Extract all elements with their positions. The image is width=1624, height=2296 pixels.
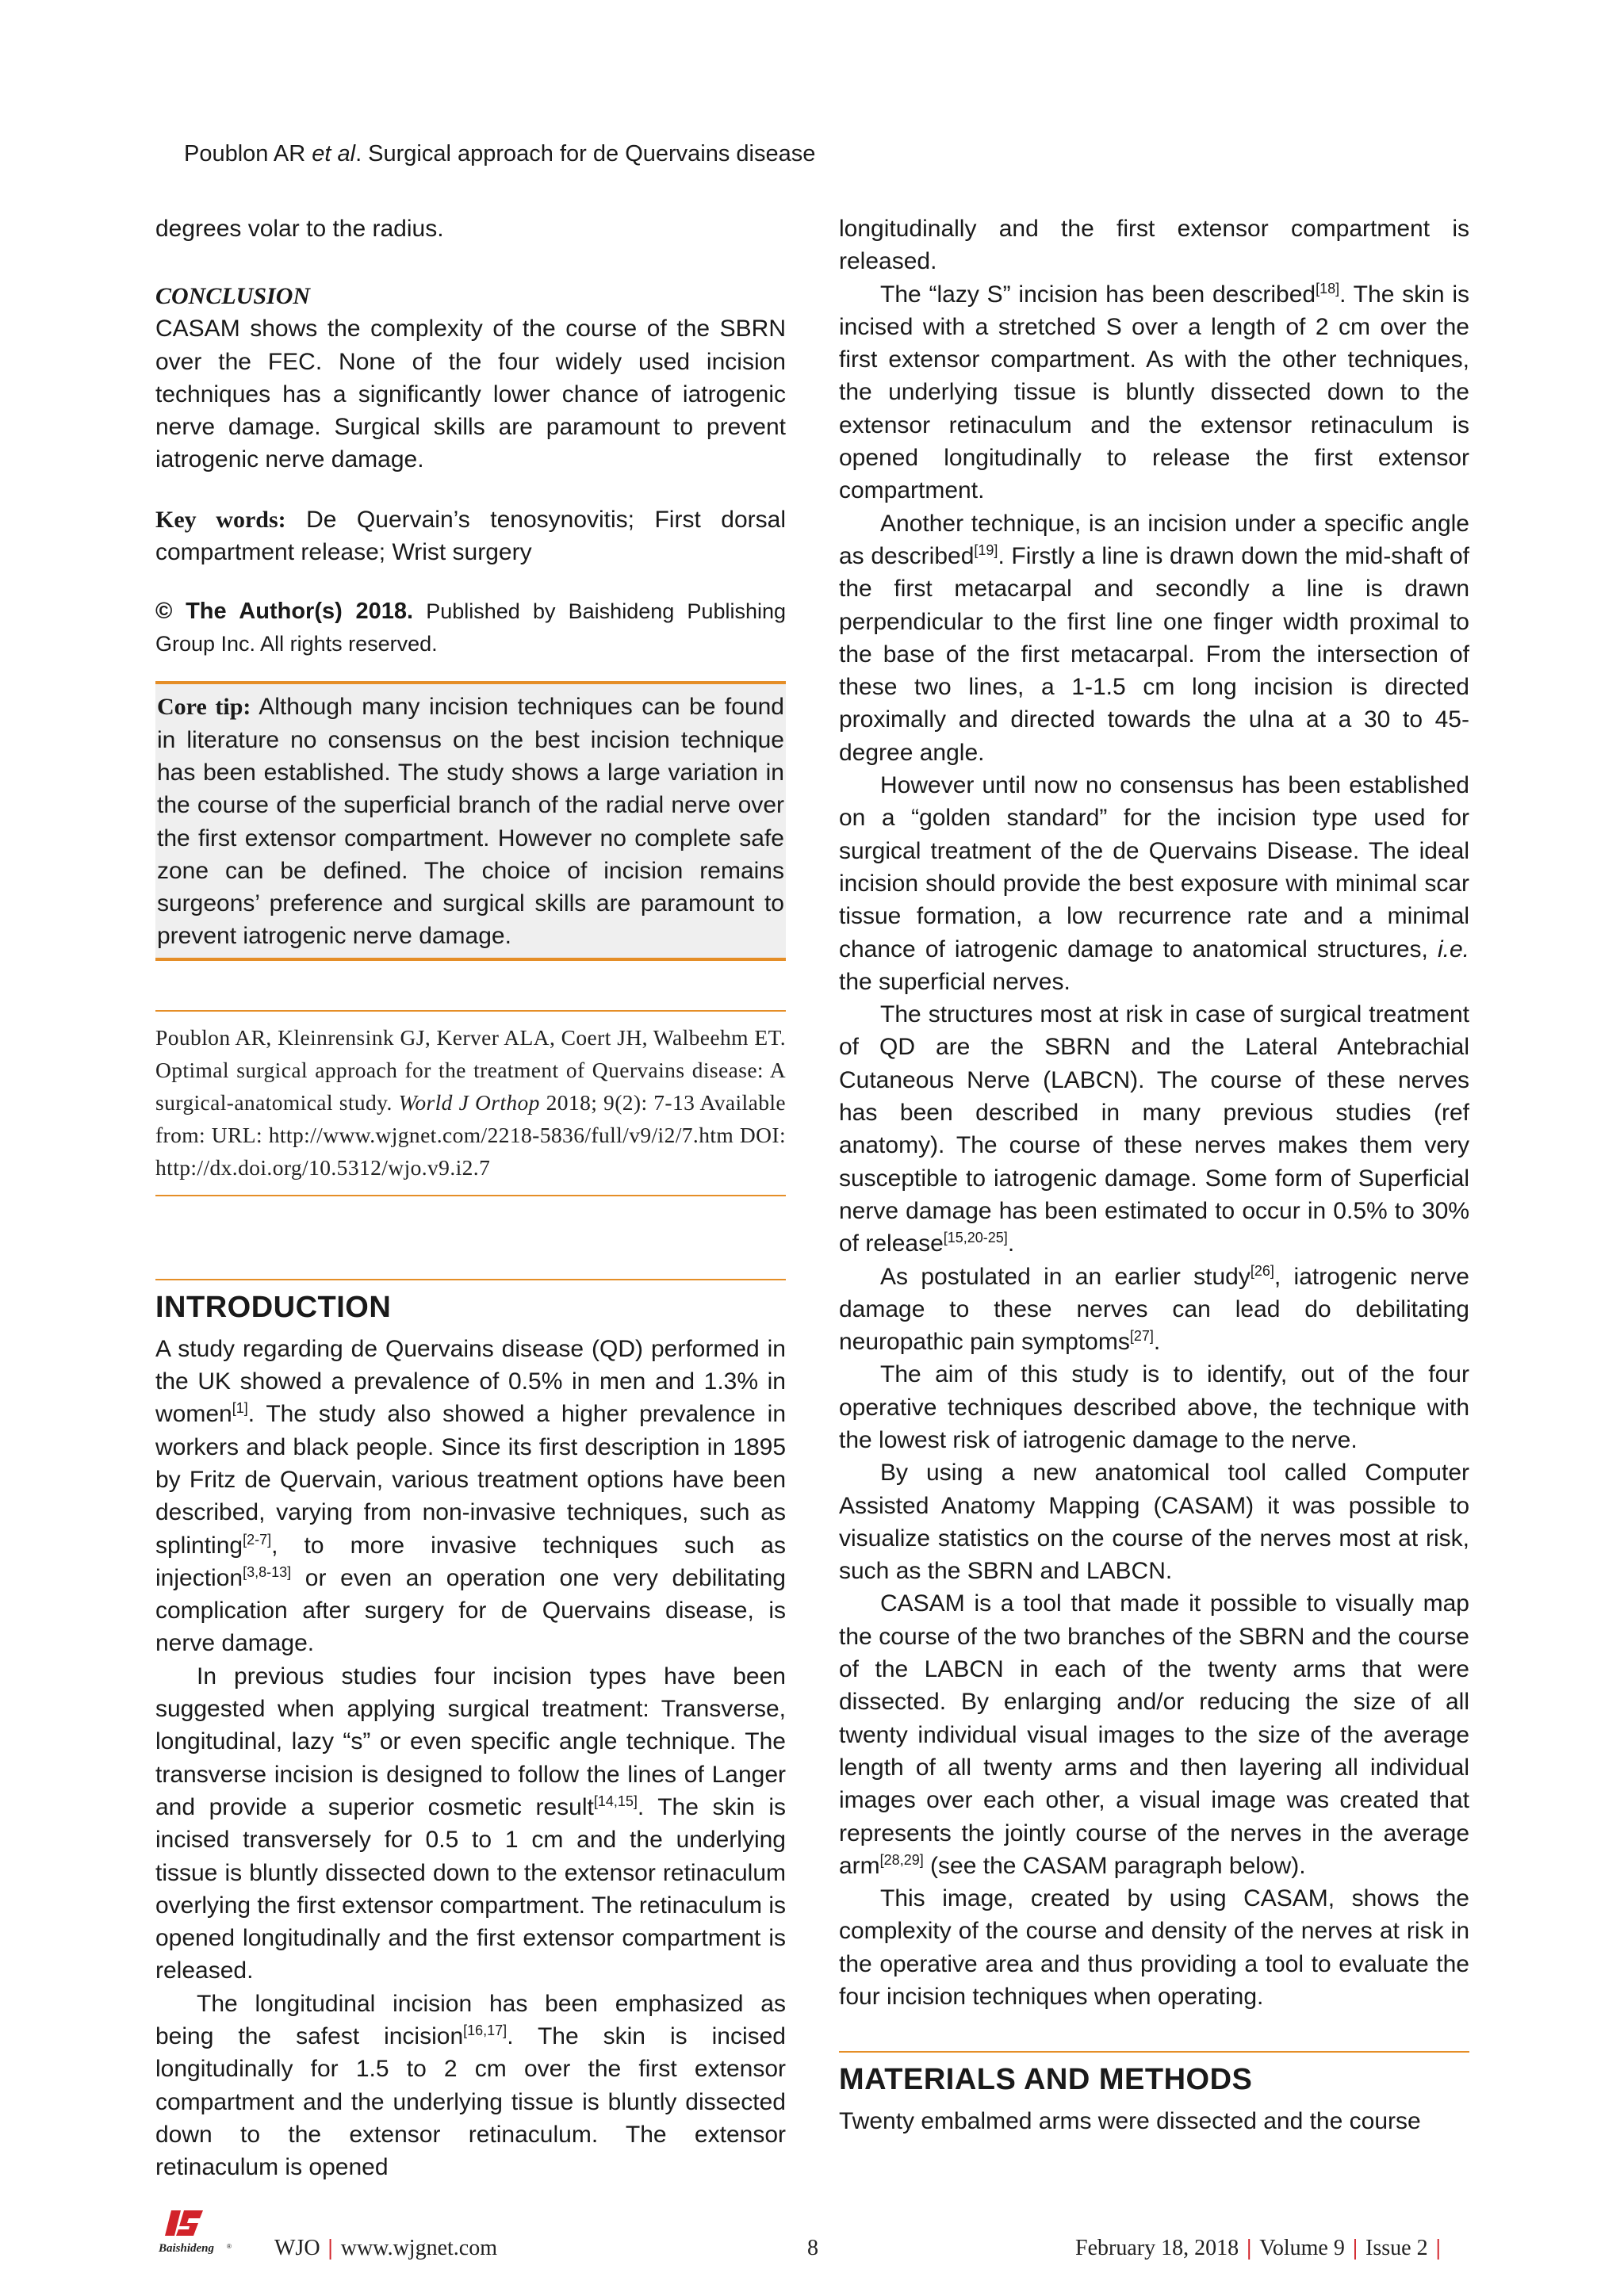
right-paragraph-4: However until now no consensus has been established on a “golden standard” for the incision type used for surgical treatment of the de Quervains Disease. The ideal incision should provide the best exposure with minimal scar tissue formation, a low recurrence rate and a minimal chance of iatrogenic damage to anatomical structures, i.e. the superficial nerves. [839, 772, 1469, 995]
citation-text: Poublon AR, Kleinrensink GJ, Kerver ALA, Coert JH, Walbeehm ET. Optimal surgical approach for the treatment of Quervains disease: A surgical-anatomical study. [155, 1024, 786, 1115]
right-paragraph-1: longitudinally and the first extensor compartment is released. [839, 216, 1469, 275]
reference-link[interactable]: [2-7] [243, 1531, 272, 1548]
copyright-label: © The Author(s) 2018. [155, 599, 414, 625]
copyright [155, 595, 786, 660]
conclusion-text: CASAM shows the complexity of the course of the SBRN over the FEC. None of the four widely used incision techniques has a significantly lower chance of iatrogenic nerve damage. Surgical skills are paramount to prevent iatrogenic nerve damage. [155, 316, 786, 473]
reference-link[interactable]: [27] [1129, 1328, 1154, 1345]
running-head [184, 141, 815, 167]
right-paragraph-7: The aim of this study is to identify, out of the four operative techniques described above, the technique with the lowest risk of iatrogenic damage to the nerve. [839, 1361, 1469, 1453]
footer-url[interactable]: www.wjgnet.com [340, 2236, 497, 2260]
right-column [839, 212, 1469, 2138]
right-paragraph-10: This image, created by using CASAM, shows the complexity of the course and density of the nerves at risk in the operative area and thus providing a tool to evaluate the four incision techniques when operating. [839, 1885, 1469, 2011]
right-paragraph-8: By using a new anatomical tool called Computer Assisted Anatomy Mapping (CASAM) it was possible to visualize statistics on the course of the nerves most at risk, such as the SBRN and LABCN. [839, 1460, 1469, 1585]
reference-link[interactable]: [26] [1250, 1262, 1274, 1279]
keywords-label: Key words: [155, 506, 286, 533]
footer-issue-info: February 18, 2018 | Volume 9 | Issue 2 | [1075, 2236, 1441, 2260]
citation-box [155, 1010, 786, 1196]
citation-url[interactable]: 2018; 9(2): 7-13 Available from: URL: http://www.wjgnet.com/2218-5836/full/v9/i2/7.htm DOI: http://dx.doi.org/10.5312/wjo.v9.i2.7 [155, 1089, 786, 1180]
left-column [155, 212, 786, 2183]
running-head-authors: Poublon AR [184, 141, 312, 166]
methods-paragraph-1: Twenty embalmed arms were dissected and the course [839, 2108, 1421, 2135]
conclusion-heading: CONCLUSION [155, 283, 311, 310]
methods-heading: MATERIALS AND METHODS [839, 2051, 1469, 2100]
right-paragraph-9: CASAM is a tool that made it possible to visually map the course of the two branches of the SBRN and the course of the LABCN in each of the twenty arms that were dissected. By enlarging and/or reducing the size of all twenty individual visual images to the size of the average length of all twenty arms and then layering all individual images over each other, a visual image was created that represents the jointly course of the nerves in the average arm[28,29] (see the CASAM paragraph below). [839, 1590, 1469, 1879]
core-tip [157, 691, 784, 952]
running-head-etal: et al [312, 141, 356, 166]
keywords [155, 503, 786, 569]
page-footer [0, 2234, 1624, 2274]
svg-text:®: ® [227, 2243, 232, 2250]
baishideng-logo [157, 2206, 244, 2261]
reference-link[interactable]: [1] [232, 1400, 248, 1417]
core-tip-label: Core tip: [157, 694, 251, 721]
reference-link[interactable]: [3,8-13] [243, 1563, 292, 1580]
intro-paragraph-1: A study regarding de Quervains disease (QD) performed in the UK showed a prevalence of 0.5% in men and 1.3% in women[1]. The study also showed a higher prevalence in workers and black people. Since its first description in 1895 by Fritz de Quervain, various treatment options have been described, varying from non-invasive techniques, such as splinting[2-7], to more invasive techniques such as injection[3,8-13] or even an operation one very debilitating complication after surgery for de Quervains disease, is nerve damage. [155, 1335, 786, 1657]
reference-link[interactable]: [16,17] [463, 2022, 508, 2038]
page-number: 8 [807, 2236, 818, 2260]
right-paragraph-6: As postulated in an earlier study[26], iatrogenic nerve damage to these nerves can lead do debilitating neuropathic pain symptoms[27]. [839, 1262, 1469, 1356]
footer-journal: WJO | www.wjgnet.com [274, 2236, 497, 2260]
right-paragraph-5: The structures most at risk in case of surgical treatment of QD are the SBRN and the Lateral Antebrachial Cutaneous Nerve (LABCN). The course of these nerves has been described in many previous studies (ref anatomy). The course of these nerves makes them very susceptible to iatrogenic damage. Some form of Superficial nerve damage has been estimated to occur in 0.5% to 30% of release[15,20-25]. [839, 1001, 1469, 1257]
core-tip-text: Although many incision techniques can be found in literature no consensus on the best incision technique has been established. The study shows a large variation in the course of the superficial branch of the radial nerve over the first extensor compartment. However no complete safe zone can be defined. The choice of incision remains surgeons’ preference and surgical skills are paramount to prevent iatrogenic nerve damage. [157, 694, 784, 950]
intro-paragraph-3: The longitudinal incision has been emphasized as being the safest incision[16,17]. The skin is incised longitudinally for 1.5 to 2 cm over the first extensor compartment and the underlying tissue is bluntly dissected down to the extensor retinaculum. The extensor retinaculum is opened [155, 1990, 786, 2181]
reference-link[interactable]: [18] [1316, 280, 1340, 297]
copyright-text: Published by Baishideng Publishing Group Inc. All rights reserved. [155, 599, 787, 656]
citation-journal: World J Orthop [398, 1089, 540, 1115]
keywords-text: De Quervain’s tenosynovitis; First dorsal compartment release; Wrist surgery [155, 506, 786, 566]
svg-text:Baishideng: Baishideng [159, 2242, 215, 2255]
introduction-heading: INTRODUCTION [155, 1279, 786, 1328]
right-paragraph-2: The “lazy S” incision has been described[18]. The skin is incised with a stretched S over a length of 2 cm over the first extensor compartment. As with the other techniques, the underlying tissue is bluntly dissected down to the extensor retinaculum and the extensor retinaculum is opened longitudinally to release the first extensor compartment. [839, 280, 1469, 504]
reference-link[interactable]: [19] [974, 541, 998, 558]
reference-link[interactable]: [28,29] [879, 1851, 924, 1868]
reference-link[interactable]: [15,20-25] [943, 1230, 1008, 1246]
running-head-title: . Surgical approach for de Quervains disease [355, 141, 816, 166]
right-paragraph-3: Another technique, is an incision under a specific angle as described[19]. Firstly a line is drawn down the mid-shaft of the first metacarpal and secondly a line is drawn perpendicular to the first line one finger width proximal to the base of the first metacarpal. From the intersection of these two lines, a 1-1.5 cm long incision is directed proximally and directed towards the ulna at a 30 to 45-degree angle. [839, 510, 1469, 766]
intro-paragraph-2: In previous studies four incision types have been suggested when applying surgical treatment: Transverse, longitudinal, lazy “s” or even specific angle technique. The transverse incision is designed to follow the lines of Langer and provide a superior cosmetic result[14,15]. The skin is incised transversely for 0.5 to 1 cm and the underlying tissue is bluntly dissected down to the extensor retinaculum overlying the first extensor compartment. The retinaculum is opened longitudinally and the first extensor compartment is released. [155, 1663, 786, 1984]
reference-link[interactable]: [14,15] [593, 1793, 638, 1809]
abstract-end: degrees volar to the radius. [155, 216, 444, 242]
core-tip-box [155, 681, 786, 960]
